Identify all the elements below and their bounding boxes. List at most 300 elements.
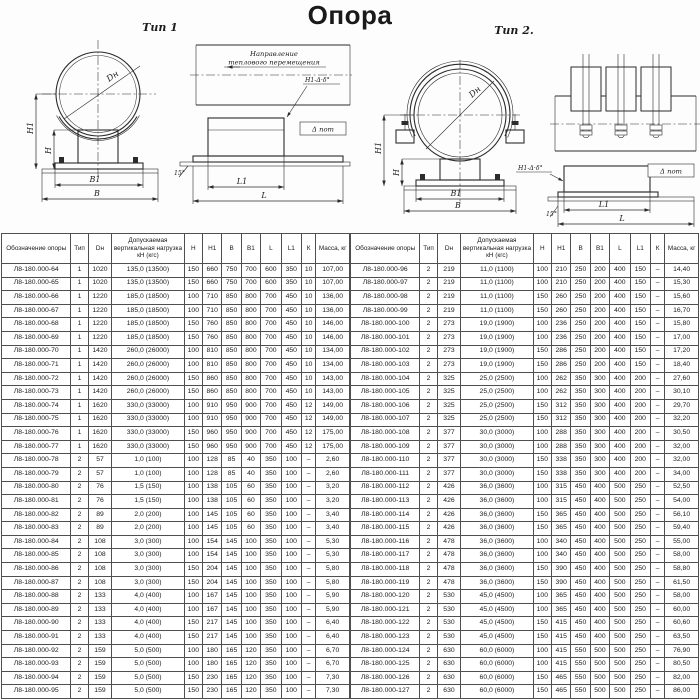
table-cell: 250 [630,495,650,509]
table-row [2,345,350,359]
table-cell: 800 [241,318,260,332]
column-header: В [222,234,241,264]
table-cell: 210 [552,264,571,278]
table-row [2,277,350,291]
table-cell: 54,00 [665,495,699,509]
table-cell: – [650,318,664,332]
table-cell: 89 [88,508,111,522]
table-cell: 11,0 (1100) [461,291,533,305]
table-cell: 145 [222,576,241,590]
table-row [351,264,699,278]
table-cell: 350 [261,617,281,631]
table-cell: 377 [437,467,460,481]
table-row [2,535,350,549]
table-cell: 250 [571,359,590,373]
table-cell: 60,0 (6000) [461,671,533,685]
table-cell: 260,0 (26000) [112,386,184,400]
table-row [351,345,699,359]
table-cell: 500 [610,631,630,645]
table-cell: 10 [301,359,315,373]
table-cell: 1 [71,359,88,373]
table-cell: 1420 [88,372,111,386]
type2-drawing [352,18,700,232]
table-cell: 400 [610,264,630,278]
table-cell: 1,5 (150) [112,495,184,509]
table-cell: 450 [571,631,590,645]
table-cell: Л8-180.000-105 [351,386,420,400]
table-cell: 2 [71,576,88,590]
table-cell: 150 [533,291,551,305]
table-cell: 350 [261,590,281,604]
table-cell: 250 [630,576,650,590]
table-cell: 133 [88,590,111,604]
dim-label-l: L [619,214,625,223]
table-cell: Л8-180.000-92 [2,644,71,658]
table-cell: 450 [281,427,301,441]
table-cell: – [650,658,664,672]
table-cell: 250 [630,481,650,495]
table-cell: Л8-180.000-126 [351,671,420,685]
table-cell: 108 [88,576,111,590]
table-cell: – [650,264,664,278]
table-cell: 150 [533,359,551,373]
table-cell: 15,60 [665,291,699,305]
dim-label-h1: Н1 [374,141,383,154]
table-cell: 338 [552,467,571,481]
table-cell: 350 [571,427,590,441]
table-cell: 300 [590,399,609,413]
table-cell: 500 [590,671,609,685]
table-cell: 450 [571,617,590,631]
table-cell: 400 [590,522,609,536]
table-cell: 2 [420,658,437,672]
table-cell: 150 [533,454,551,468]
table-row [351,399,699,413]
table-cell: 150 [184,576,202,590]
table-cell: 3,0 (300) [112,563,184,577]
table-cell: 10 [301,386,315,400]
table-cell: 530 [437,590,460,604]
table-cell: – [650,644,664,658]
table-cell: 315 [552,481,571,495]
table-cell: – [301,454,315,468]
table-row [351,563,699,577]
table-cell: 100 [184,495,202,509]
table-cell: 450 [571,495,590,509]
table-row [2,590,350,604]
table-cell: 150 [533,617,551,631]
table-cell: Л8-180.000-89 [2,603,71,617]
table-cell: 400 [610,427,630,441]
table-cell: Л8-180.000-98 [351,291,420,305]
table-cell: 100 [281,590,301,604]
table-cell: 700 [261,440,281,454]
table-cell: 200 [630,372,650,386]
table-cell: 100 [184,522,202,536]
table-cell: Л8-180.000-108 [351,427,420,441]
table-cell: 200 [590,291,609,305]
table-cell: 100 [184,454,202,468]
table-cell: 350 [571,440,590,454]
table-cell: 300 [590,413,609,427]
table-row [351,522,699,536]
table-cell: 2 [420,549,437,563]
table-cell: 500 [610,563,630,577]
table-cell: 450 [571,481,590,495]
table-cell: 450 [571,549,590,563]
table-cell: 30,50 [665,427,699,441]
table-row [2,603,350,617]
table-cell: 250 [571,318,590,332]
column-header: Тип [71,234,88,264]
table-cell: 365 [552,603,571,617]
table-cell: – [650,372,664,386]
table-cell: 400 [610,413,630,427]
table-cell: 250 [630,508,650,522]
table-cell: 16,70 [665,304,699,318]
table-cell: 10 [301,277,315,291]
table-cell: 2 [420,304,437,318]
table-cell: 350 [261,549,281,563]
table-cell: 400 [590,549,609,563]
table-cell: 4,0 (400) [112,603,184,617]
table-cell: 120 [241,644,260,658]
table-cell: 150 [630,331,650,345]
table-cell: 120 [241,658,260,672]
table-cell: 3,40 [316,522,350,536]
table-cell: 138 [203,481,222,495]
column-header: Допускаемая вертикальная нагрузка кН (кгс) [112,234,184,264]
table-cell: 100 [281,535,301,549]
table-cell: 325 [437,413,460,427]
table-row [2,549,350,563]
table-cell: 60 [241,522,260,536]
table-cell: – [650,413,664,427]
table-cell: 2 [420,454,437,468]
table-cell: 3,20 [316,495,350,509]
table-cell: 2 [420,603,437,617]
table-cell: 150 [184,318,202,332]
table-cell: 810 [203,345,222,359]
table-cell: 100 [533,658,551,672]
table-cell: 100 [184,658,202,672]
table-cell: Л8-180.000-119 [351,576,420,590]
table-cell: 100 [281,671,301,685]
table-cell: 150 [533,522,551,536]
table-cell: 700 [261,304,281,318]
table-cell: 850 [222,345,241,359]
table-cell: 2 [71,508,88,522]
table-cell: 3,40 [316,508,350,522]
table-cell: 5,30 [316,549,350,563]
table-cell: 800 [241,331,260,345]
table-cell: 19,0 (1900) [461,345,533,359]
table-cell: 250 [571,277,590,291]
table-cell: 800 [241,345,260,359]
table-row [2,291,350,305]
table-row [2,522,350,536]
table-cell: 415 [552,617,571,631]
table-cell: 120 [241,685,260,699]
dim-label-l1: L1 [236,177,248,186]
table-cell: 600 [261,264,281,278]
table-cell: 150 [184,277,202,291]
table-cell: 273 [437,318,460,332]
table-cell: 330,0 (33000) [112,413,184,427]
table-cell: 850 [222,291,241,305]
table-row [2,304,350,318]
table-cell: 400 [610,318,630,332]
table-cell: 165 [222,658,241,672]
table-cell: 250 [571,291,590,305]
table-cell: 19,0 (1900) [461,318,533,332]
table-row [351,427,699,441]
table-row [351,277,699,291]
table-cell: 500 [610,522,630,536]
table-cell: 32,00 [665,454,699,468]
table-cell: 710 [203,304,222,318]
table-cell: 219 [437,291,460,305]
table-cell: 400 [610,291,630,305]
table-cell: 219 [437,304,460,318]
table-cell: 12 [301,399,315,413]
dim-label-b1: В1 [89,175,101,184]
table-cell: 150 [184,331,202,345]
table-cell: 2 [71,671,88,685]
table-cell: Л8-180.000-96 [351,264,420,278]
table-cell: 250 [571,331,590,345]
table-cell: Л8-180.000-80 [2,481,71,495]
table-cell: 2 [71,454,88,468]
table-cell: 350 [261,685,281,699]
table-cell: 32,00 [665,440,699,454]
table-cell: 2 [71,495,88,509]
table-cell: 150 [184,372,202,386]
table-cell: 1220 [88,291,111,305]
table-cell: 100 [281,576,301,590]
table-cell: 10 [301,345,315,359]
table-row [351,617,699,631]
table-cell: 14,40 [665,264,699,278]
dim-label-b: В [94,189,100,198]
table-cell: 107,00 [316,264,350,278]
table-cell: – [650,481,664,495]
table-cell: – [301,685,315,699]
table-cell: 200 [630,413,650,427]
table-cell: 100 [241,603,260,617]
table-cell: 5,0 (500) [112,658,184,672]
table-cell: 377 [437,427,460,441]
table-cell: 1220 [88,304,111,318]
column-header: Допускаемая вертикальная нагрузка кН (кгс) [461,234,533,264]
table-cell: 2 [420,291,437,305]
table-cell: 350 [261,658,281,672]
table-cell: 1 [71,264,88,278]
table-cell: Л8-180.000-123 [351,631,420,645]
table-cell: 500 [610,590,630,604]
table-cell: 1 [71,318,88,332]
table-cell: 1 [71,399,88,413]
table-cell: 2 [420,535,437,549]
table-cell: 2 [420,440,437,454]
table-cell: 325 [437,386,460,400]
table-cell: 1620 [88,427,111,441]
table-cell: 134,00 [316,345,350,359]
table-cell: 365 [552,522,571,536]
table-cell: 60 [241,481,260,495]
table-cell: 273 [437,331,460,345]
type1-label: Тип 1 [142,21,178,34]
table-cell: Л8-180.000-79 [2,467,71,481]
table-cell: 415 [552,658,571,672]
table-cell: 150 [184,631,202,645]
table-cell: 108 [88,549,111,563]
table-cell: 960 [203,440,222,454]
table-cell: 6,40 [316,631,350,645]
table-cell: 185,0 (18500) [112,304,184,318]
table-cell: 250 [630,549,650,563]
table-cell: – [301,576,315,590]
table-cell: 450 [281,291,301,305]
table-cell: 108 [88,535,111,549]
table-cell: 100 [184,644,202,658]
table-cell: 350 [261,576,281,590]
table-cell: 204 [203,576,222,590]
table-cell: 200 [630,467,650,481]
table-cell: 450 [571,522,590,536]
table-cell: – [650,495,664,509]
table-cell: 250 [630,658,650,672]
tables-area [0,233,700,699]
table-cell: 100 [184,535,202,549]
table-cell: 350 [261,631,281,645]
table-cell: 465 [552,671,571,685]
table-cell: 159 [88,685,111,699]
table-cell: 5,0 (500) [112,644,184,658]
table-cell: 100 [533,535,551,549]
table-cell: – [301,535,315,549]
table-cell: 150 [184,685,202,699]
table-cell: Л8-180.000-73 [2,386,71,400]
table-cell: 100 [281,617,301,631]
table-cell: 25,0 (2500) [461,413,533,427]
table-cell: 910 [203,413,222,427]
leader-note: Н1-Δ·δ° [518,165,543,172]
table-cell: 450 [281,345,301,359]
table-cell: 154 [203,535,222,549]
table-cell: 36,0 (3600) [461,508,533,522]
table-cell: – [650,291,664,305]
table-cell: Л8-180.000-78 [2,454,71,468]
column-header: L1 [630,234,650,264]
table-cell: Л8-180.000-100 [351,318,420,332]
table-cell: 36,0 (3600) [461,563,533,577]
table-cell: 950 [222,413,241,427]
table-cell: – [650,563,664,577]
table-cell: 630 [437,685,460,699]
table-cell: Л8-180.000-90 [2,617,71,631]
table-cell: Л8-180.000-82 [2,508,71,522]
table-cell: 55,00 [665,535,699,549]
table-cell: 1 [71,345,88,359]
table-cell: 107,00 [316,277,350,291]
table-cell: 390 [552,563,571,577]
table-cell: 200 [630,427,650,441]
table-cell: 200 [590,331,609,345]
table-cell: 530 [437,617,460,631]
table-cell: 100 [241,576,260,590]
table-cell: – [301,631,315,645]
table-cell: Л8-180.000-69 [2,331,71,345]
table-cell: 400 [610,467,630,481]
table-row [2,359,350,373]
table-cell: 150 [630,359,650,373]
table-cell: 57 [88,467,111,481]
table-cell: 52,50 [665,481,699,495]
table-row [2,372,350,386]
table-cell: 2,0 (200) [112,508,184,522]
table-cell: 426 [437,508,460,522]
table-cell: 17,20 [665,345,699,359]
table-cell: 950 [222,440,241,454]
table-cell: 100 [184,291,202,305]
table-cell: 128 [203,454,222,468]
table-cell: 185,0 (18500) [112,291,184,305]
table-cell: 12 [301,440,315,454]
table-cell: 36,0 (3600) [461,576,533,590]
table-cell: 145 [222,590,241,604]
table-cell: 350 [261,644,281,658]
table-cell: 400 [610,331,630,345]
table-cell: 400 [590,535,609,549]
table-cell: 219 [437,277,460,291]
table-cell: 60,00 [665,603,699,617]
table-cell: 250 [630,603,650,617]
table-cell: 58,80 [665,563,699,577]
table-cell: 200 [630,454,650,468]
table-cell: 150 [630,318,650,332]
table-cell: 1220 [88,318,111,332]
table-cell: 30,0 (3000) [461,440,533,454]
table-cell: 860 [203,386,222,400]
table-cell: 30,0 (3000) [461,454,533,468]
table-cell: – [650,359,664,373]
table-cell: 150 [630,277,650,291]
table-cell: 2 [71,631,88,645]
table-cell: 2 [420,644,437,658]
table-cell: 150 [533,685,551,699]
table-cell: 100 [533,590,551,604]
table-cell: 149,00 [316,399,350,413]
table-cell: Л8-180.000-122 [351,617,420,631]
table-cell: 100 [184,359,202,373]
table-cell: 1 [71,304,88,318]
table-cell: Л8-180.000-118 [351,563,420,577]
table-cell: Л8-180.000-99 [351,304,420,318]
column-header: В1 [590,234,609,264]
table-cell: 45,0 (4500) [461,617,533,631]
table-cell: 150 [184,427,202,441]
table-cell: 136,00 [316,304,350,318]
table-cell: Л8-180.000-65 [2,277,71,291]
table-cell: 1 [71,413,88,427]
table-cell: 250 [571,345,590,359]
table-cell: 500 [610,685,630,699]
table-cell: 145 [222,549,241,563]
table-cell: 180 [203,644,222,658]
table-cell: 500 [590,685,609,699]
table-cell: Л8-180.000-68 [2,318,71,332]
